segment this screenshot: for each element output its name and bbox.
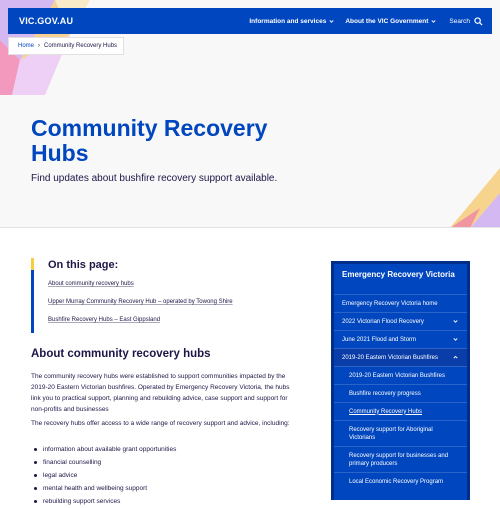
sidenav-item-erv-home[interactable] [334,294,467,312]
on-this-page-list [48,279,241,325]
decorative-shapes-right [420,168,500,228]
section-title: About community recovery hubs [31,348,211,360]
nav-information-and-services[interactable] [249,18,335,25]
sidenav-item-label: 2019-20 Eastern Victorian Bushfires [342,354,438,361]
sidenav-item-2022-flood[interactable] [334,312,467,330]
on-this-page [31,258,241,333]
list-item-text: information about available grant opportunities [43,446,177,453]
page-intro: Find updates about bushfire recovery support available. [31,173,278,184]
site-logo[interactable]: VIC.GOV.AU [19,16,74,26]
list-item [34,456,176,469]
paragraph: The community recovery hubs were established to support communities impacted by the 2019-20 Eastern Victorian bushfires. Operated by Emergency Recovery Victoria, the hubs link you to practical support, planning and rebuilding advice, case support and support for non-profits and businesses [31,373,290,413]
search-icon [474,17,483,26]
search-button[interactable] [449,17,483,26]
list-item-text: financial counselling [43,459,102,466]
site-header [8,8,492,34]
sidenav-subitem[interactable] [334,366,467,384]
nav-about-vic-government[interactable] [345,18,437,25]
sidenav-item-label: Emergency Recovery Victoria home [342,300,438,307]
list-item [34,469,176,482]
sidenav-subitem[interactable] [334,384,467,402]
sidenav-subitem-label: 2019-20 Eastern Victorian Bushfires [349,372,445,379]
chevron-right-icon: › [38,43,41,49]
chevron-up-icon [452,354,459,361]
page-title: Community Recovery Hubs [31,115,268,166]
sidenav-item-label: June 2021 Flood and Storm [342,336,417,343]
sidenav-subitem-label: Recovery support for Aboriginal Victorians [349,426,433,441]
hero-banner [0,0,500,228]
search-label: Search [449,17,470,25]
main-nav [249,17,483,26]
paragraph: The recovery hubs offer access to a wide range of recovery support and advice, including: [31,420,290,427]
sidenav-subitem-label: Community Recovery Hubs [349,408,423,415]
list-item-text: mental health and wellbeing support [43,485,148,492]
breadcrumb-home[interactable]: Home [18,43,35,49]
breadcrumb [8,37,124,55]
sidenav-subitem[interactable] [334,446,467,472]
breadcrumb-current: Community Recovery Hubs [44,43,118,49]
on-this-page-link[interactable]: Bushfire Recovery Hubs – East Gippsland [48,317,161,323]
chevron-down-icon [328,18,335,25]
sidenav-item-2019-20-bushfires[interactable] [334,348,467,366]
chevron-down-icon [452,318,459,325]
sidenav-subitem-label: Recovery support for businesses and primary producers [349,452,449,467]
sidenav-item-label: 2022 Victorian Flood Recovery [342,318,424,325]
chevron-down-icon [452,336,459,343]
sidenav-subitem-label: Bushfire recovery progress [349,390,421,397]
sidenav-subitem[interactable] [334,472,467,490]
list-item [34,443,176,456]
nav-label: About the VIC Government [345,17,429,25]
support-list [34,443,176,508]
sidenav-subitem-current[interactable] [334,402,467,420]
sidenav-subitem[interactable] [334,420,467,446]
on-this-page-link[interactable]: Upper Murray Community Recovery Hub – operated by Towong Shire [48,299,233,305]
sidenav-subgroup [334,366,467,490]
list-item-text: rebuilding support services [43,498,121,505]
sidenav-item-june-2021-flood[interactable] [334,330,467,348]
nav-label: Information and services [249,17,327,25]
on-this-page-link[interactable]: About community recovery hubs [48,281,134,287]
sidenav-subitem-label: Local Economic Recovery Program [349,478,444,485]
side-navigation [331,261,470,500]
on-this-page-title: On this page: [48,259,119,271]
list-item [34,482,176,495]
list-item [34,495,176,508]
list-item-text: legal advice [43,472,78,479]
sidenav-title[interactable]: Emergency Recovery Victoria [342,270,455,279]
chevron-down-icon [430,18,437,25]
